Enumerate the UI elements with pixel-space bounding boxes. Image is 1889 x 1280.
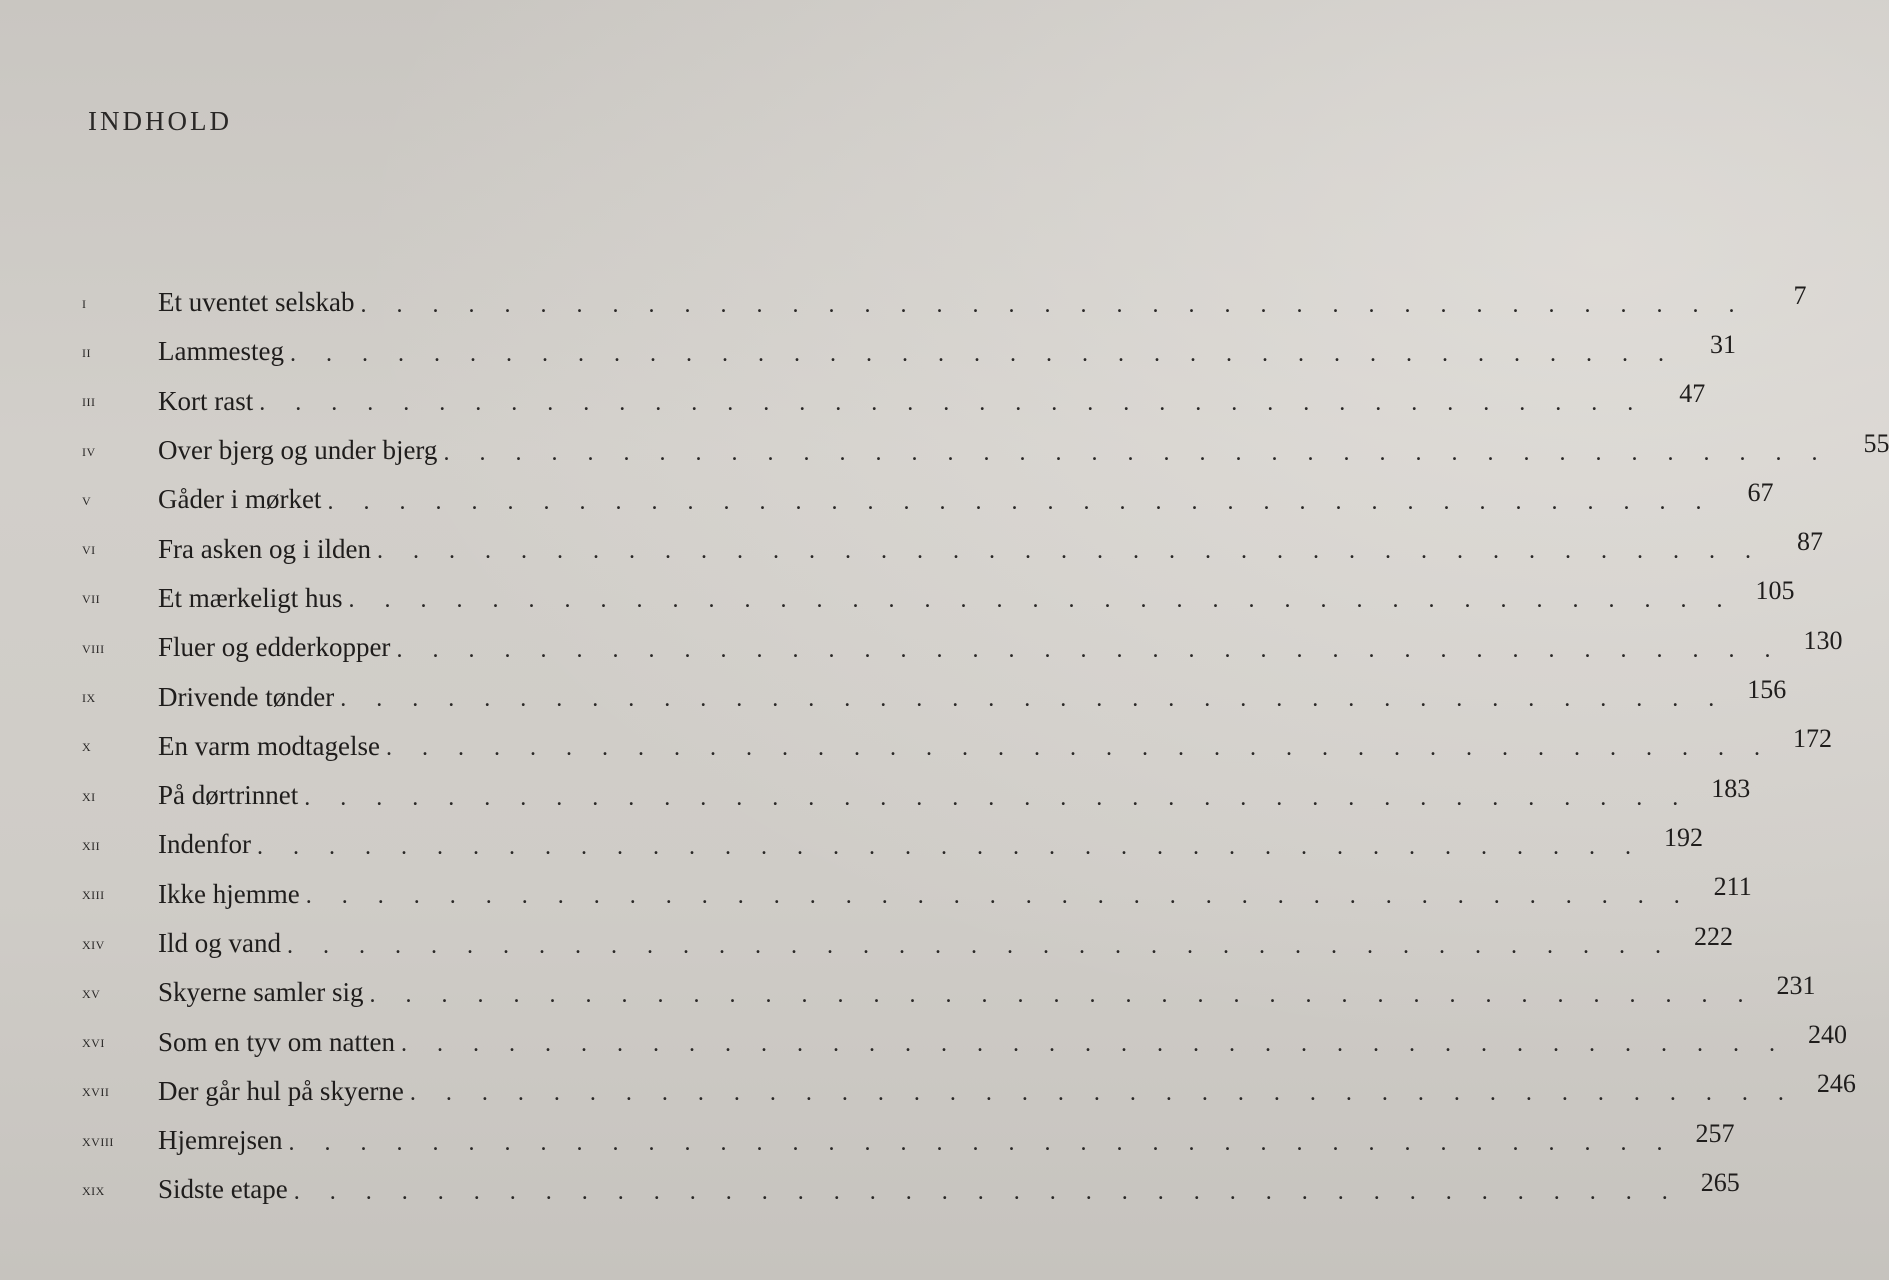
- chapter-number: vii: [82, 588, 101, 608]
- page-number: 172: [1792, 724, 1832, 754]
- chapter-title: Gåder i mørket: [158, 484, 322, 515]
- page-number: 67: [1747, 477, 1774, 507]
- dot-leader: . . . . . . . . . . . . . . . . . . . . . . . . . . . . . . . . . . . . . . .: [443, 439, 1830, 466]
- toc-entry-6: [82, 524, 1823, 573]
- chapter-number: xiv: [82, 933, 105, 953]
- toc-entry-2: [82, 327, 1736, 376]
- toc-entry-5: [82, 475, 1774, 524]
- chapter-number: ix: [82, 687, 96, 707]
- page-number: 105: [1755, 576, 1795, 606]
- chapter-title: Et mærkeligt hus: [158, 582, 343, 613]
- chapter-title: Indenfor: [158, 829, 251, 860]
- dot-leader: . . . . . . . . . . . . . . . . . . . . . . . . . . . . . . . . . . . . . . .: [304, 784, 1691, 811]
- chapter-number: xvii: [82, 1081, 110, 1101]
- toc-entry-18: [82, 1116, 1735, 1165]
- dot-leader: . . . . . . . . . . . . . . . . . . . . . . . . . . . . . . . . . . . . . . .: [286, 932, 1673, 959]
- dot-leader: . . . . . . . . . . . . . . . . . . . . . . . . . . . . . . . . . . . . . . .: [256, 833, 1643, 860]
- chapter-number: v: [82, 489, 92, 509]
- chapter-number: xvi: [82, 1032, 105, 1052]
- toc-entry-14: [82, 919, 1733, 968]
- page-number: 55: [1863, 428, 1889, 458]
- dot-leader: . . . . . . . . . . . . . . . . . . . . . . . . . . . . . . . . . . . . . . .: [400, 1031, 1787, 1058]
- page-number: 192: [1663, 822, 1703, 852]
- dot-leader: . . . . . . . . . . . . . . . . . . . . . . . . . . . . . . . . . . . . . . .: [289, 340, 1676, 367]
- chapter-number: xi: [82, 785, 96, 805]
- chapter-number: vi: [82, 539, 96, 559]
- page-number: 246: [1816, 1069, 1856, 1099]
- toc-entry-1: [82, 278, 1807, 327]
- page-number: 211: [1713, 872, 1752, 902]
- chapter-number: xviii: [82, 1130, 114, 1150]
- chapter-title: Ikke hjemme: [158, 878, 300, 909]
- chapter-title: Lammesteg: [158, 336, 284, 367]
- chapter-title: Over bjerg og under bjerg: [158, 435, 438, 466]
- chapter-number: iv: [82, 440, 96, 460]
- chapter-title: Fra asken og i ilden: [158, 533, 371, 564]
- dot-leader: . . . . . . . . . . . . . . . . . . . . . . . . . . . . . . . . . . . . . . .: [360, 291, 1747, 318]
- dot-leader: . . . . . . . . . . . . . . . . . . . . . . . . . . . . . . . . . . . . . . .: [385, 735, 1772, 762]
- chapter-title: Skyerne samler sig: [158, 977, 364, 1008]
- toc-entry-4: [82, 426, 1889, 475]
- page-number: 87: [1796, 527, 1823, 557]
- chapter-title: En varm modtagelse: [158, 730, 380, 761]
- page-number: 47: [1679, 379, 1706, 409]
- toc-entry-9: [82, 672, 1787, 721]
- toc-entry-16: [82, 1017, 1847, 1066]
- toc-entry-8: [82, 623, 1843, 672]
- toc-entry-7: [82, 574, 1795, 623]
- page-number: 156: [1747, 675, 1787, 705]
- page-number: 7: [1793, 280, 1807, 310]
- toc-entry-3: [82, 377, 1706, 426]
- chapter-number: iii: [82, 391, 96, 411]
- dot-leader: . . . . . . . . . . . . . . . . . . . . . . . . . . . . . . . . . . . . . . .: [327, 488, 1714, 515]
- chapter-number: x: [82, 736, 92, 756]
- chapter-title: Drivende tønder: [158, 681, 335, 712]
- toc-entry-13: [82, 870, 1752, 919]
- dot-leader: . . . . . . . . . . . . . . . . . . . . . . . . . . . . . . . . . . . . . . .: [376, 538, 1763, 565]
- page-number: 265: [1700, 1167, 1740, 1197]
- chapter-number: ii: [82, 341, 91, 361]
- page-number: 222: [1693, 921, 1733, 951]
- page-number: 257: [1695, 1118, 1735, 1148]
- chapter-title: På dørtrinnet: [158, 780, 299, 811]
- dot-leader: . . . . . . . . . . . . . . . . . . . . . . . . . . . . . . . . . . . . . . .: [259, 390, 1646, 417]
- chapter-number: xv: [82, 982, 101, 1002]
- toc-entry-17: [82, 1067, 1856, 1116]
- table-of-contents: [82, 278, 1889, 1215]
- dot-leader: . . . . . . . . . . . . . . . . . . . . . . . . . . . . . . . . . . . . . . .: [396, 636, 1783, 663]
- toc-entry-19: [82, 1165, 1740, 1214]
- toc-entry-10: [82, 722, 1832, 771]
- dot-leader: . . . . . . . . . . . . . . . . . . . . . . . . . . . . . . . . . . . . . . .: [348, 587, 1735, 614]
- chapter-number: i: [82, 292, 87, 312]
- dot-leader: . . . . . . . . . . . . . . . . . . . . . . . . . . . . . . . . . . . . . . .: [369, 981, 1756, 1008]
- dot-leader: . . . . . . . . . . . . . . . . . . . . . . . . . . . . . . . . . . . . . . .: [288, 1129, 1675, 1156]
- dot-leader: . . . . . . . . . . . . . . . . . . . . . . . . . . . . . . . . . . . . . . .: [293, 1178, 1680, 1205]
- chapter-title: Et uventet selskab: [158, 287, 355, 318]
- chapter-title: Hjemrejsen: [158, 1125, 283, 1156]
- chapter-title: Der går hul på skyerne: [158, 1075, 404, 1106]
- page-number: 240: [1807, 1020, 1847, 1050]
- chapter-title: Ild og vand: [158, 928, 281, 958]
- chapter-title: Kort rast: [158, 385, 254, 416]
- toc-entry-12: [82, 820, 1703, 869]
- dot-leader: . . . . . . . . . . . . . . . . . . . . . . . . . . . . . . . . . . . . . . .: [409, 1080, 1796, 1107]
- toc-entry-15: [82, 968, 1816, 1017]
- chapter-title: Sidste etape: [158, 1174, 288, 1205]
- page-title: INDHOLD: [88, 106, 232, 136]
- chapter-title: Fluer og edderkopper: [158, 632, 391, 663]
- chapter-title: Som en tyv om natten: [158, 1026, 395, 1057]
- chapter-number: xiii: [82, 884, 105, 904]
- chapter-number: xii: [82, 834, 101, 854]
- page-number: 31: [1709, 329, 1736, 359]
- page-number: 183: [1711, 773, 1751, 803]
- toc-entry-11: [82, 771, 1751, 820]
- chapter-number: xix: [82, 1179, 105, 1199]
- chapter-number: viii: [82, 637, 105, 657]
- page-number: 130: [1803, 625, 1843, 655]
- dot-leader: . . . . . . . . . . . . . . . . . . . . . . . . . . . . . . . . . . . . . . .: [305, 883, 1692, 910]
- page-number: 231: [1776, 970, 1816, 1000]
- dot-leader: . . . . . . . . . . . . . . . . . . . . . . . . . . . . . . . . . . . . . . .: [340, 686, 1727, 713]
